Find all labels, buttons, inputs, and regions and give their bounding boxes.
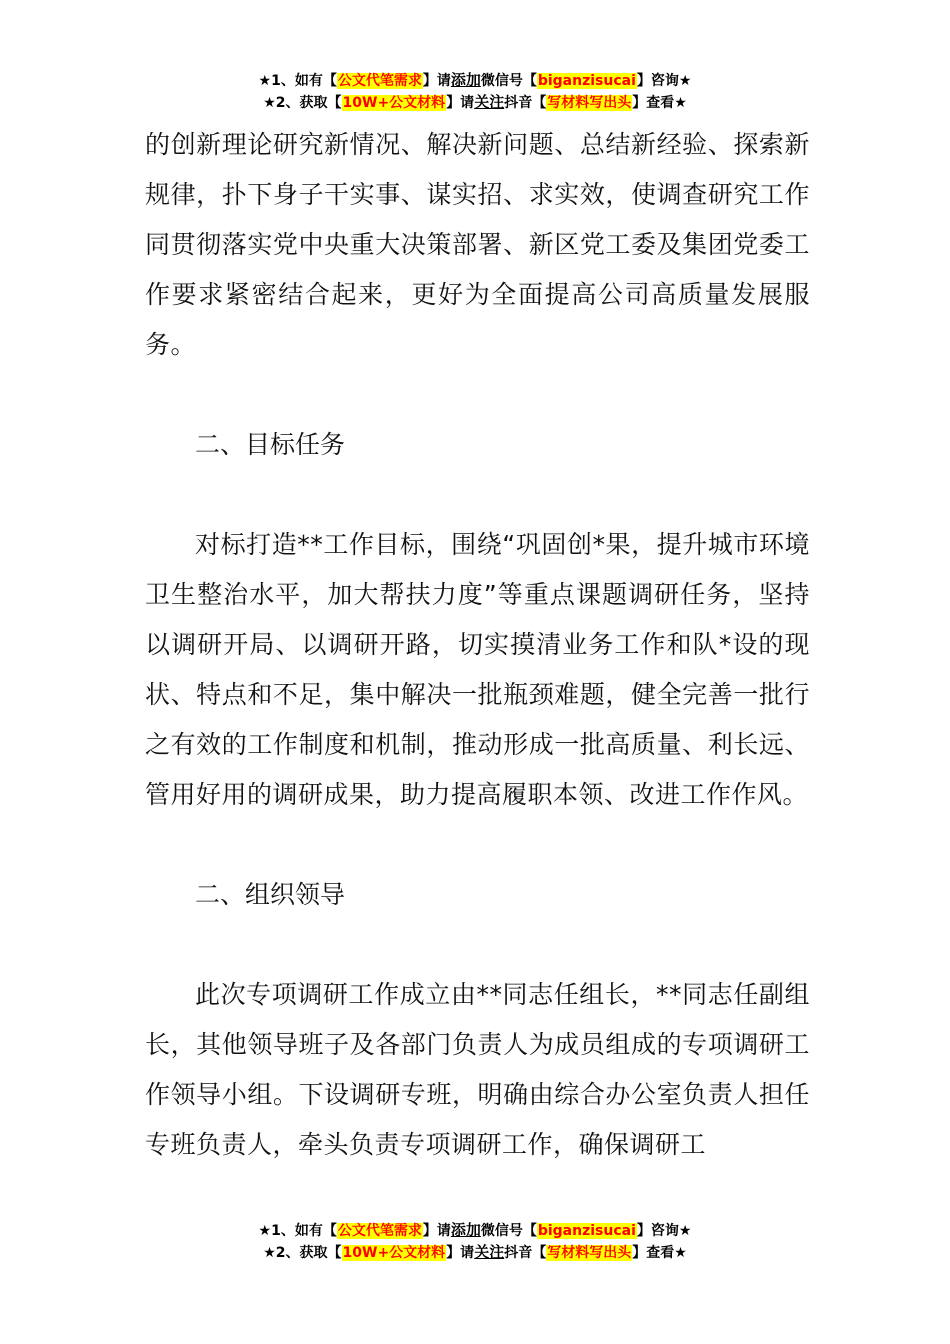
star-icon: ★ [258,1223,272,1239]
banner-douyin-account: 写材料写出头 [547,95,632,111]
banner-text: 微信号【 [480,73,537,89]
section-heading-goals: 二、目标任务 [195,430,346,459]
star-icon: ★ [263,95,276,111]
paragraph-3: 此次专项调研工作成立由**同志任组长，**同志任副组长，其他领导班子及各部门负责人为成员组成的专项调研工作领导小组。下设调研专班，明确由综合办公室负责人担任专班负责人，牵头负责专项调研工作，确保调研工 [145,980,810,1159]
banner-line-2 [0,1241,950,1263]
spacer [145,470,810,520]
banner-wechat-id: biganzisucai [537,1223,636,1239]
spacer [145,370,810,420]
banner-text: 】查看 [632,95,675,111]
paragraph-2: 对标打造**工作目标，围绕“巩固创*果，提升城市环境卫生整治水平，加大帮扶力度”等重点课题调研任务，坚持以调研开局、以调研开路，切实摸清业务工作和队*设的现状、特点和不足，集中解决一批瓶颈难题，健全完善一批行之有效的工作制度和机制，推动形成一批高质量、利长远、管用好用的调研成果，助力提高履职本领、改进工作作风。 [145,530,810,809]
banner-text: 1、如有【 [271,1223,337,1239]
banner-highlight: 10W+公文材料 [342,95,446,111]
banner-text: 】请 [422,1223,451,1239]
banner-text: 2、获取【 [275,95,342,111]
star-icon: ★ [674,1245,687,1261]
banner-text: 】请 [422,73,451,89]
star-icon: ★ [263,1245,276,1261]
star-icon: ★ [678,1223,692,1239]
banner-underlined: 添加 [450,1221,481,1239]
banner-text: 】查看 [632,1245,675,1261]
banner-text: 1、如有【 [271,73,337,89]
banner-douyin-account: 写材料写出头 [547,1245,632,1261]
paragraph-1: 的创新理论研究新情况、解决新问题、总结新经验、探索新规律，扑下身子干实事、谋实招、求实效，使调查研究工作同贯彻落实党中央重大决策部署、新区党工委及集团党委工作要求紧密结合起来，更好为全面提高公司高质量发展服务。 [145,130,810,359]
banner-line-1 [0,69,950,91]
footer-banner [0,1219,950,1263]
header-banner [0,69,950,113]
banner-line-1 [0,1219,950,1241]
banner-line-2 [0,91,950,113]
star-icon: ★ [258,73,272,89]
banner-wechat-id: biganzisucai [537,73,636,89]
banner-text: 2、获取【 [275,1245,342,1261]
banner-text: 微信号【 [480,1223,537,1239]
banner-underlined: 关注 [474,93,505,111]
banner-text: 】请 [446,95,475,111]
star-icon: ★ [674,95,687,111]
section-heading-organization: 二、组织领导 [195,880,346,909]
spacer [145,920,810,970]
spacer [145,820,810,870]
banner-underlined: 添加 [450,71,481,89]
banner-underlined: 关注 [474,1243,505,1261]
banner-text: 】咨询 [636,73,679,89]
document-body [145,120,810,1170]
banner-text: 抖音【 [504,1245,547,1261]
star-icon: ★ [678,73,692,89]
banner-highlight: 公文代笔需求 [337,73,422,89]
banner-text: 】咨询 [636,1223,679,1239]
banner-highlight: 公文代笔需求 [337,1223,422,1239]
banner-text: 抖音【 [504,95,547,111]
banner-highlight: 10W+公文材料 [342,1245,446,1261]
banner-text: 】请 [446,1245,475,1261]
